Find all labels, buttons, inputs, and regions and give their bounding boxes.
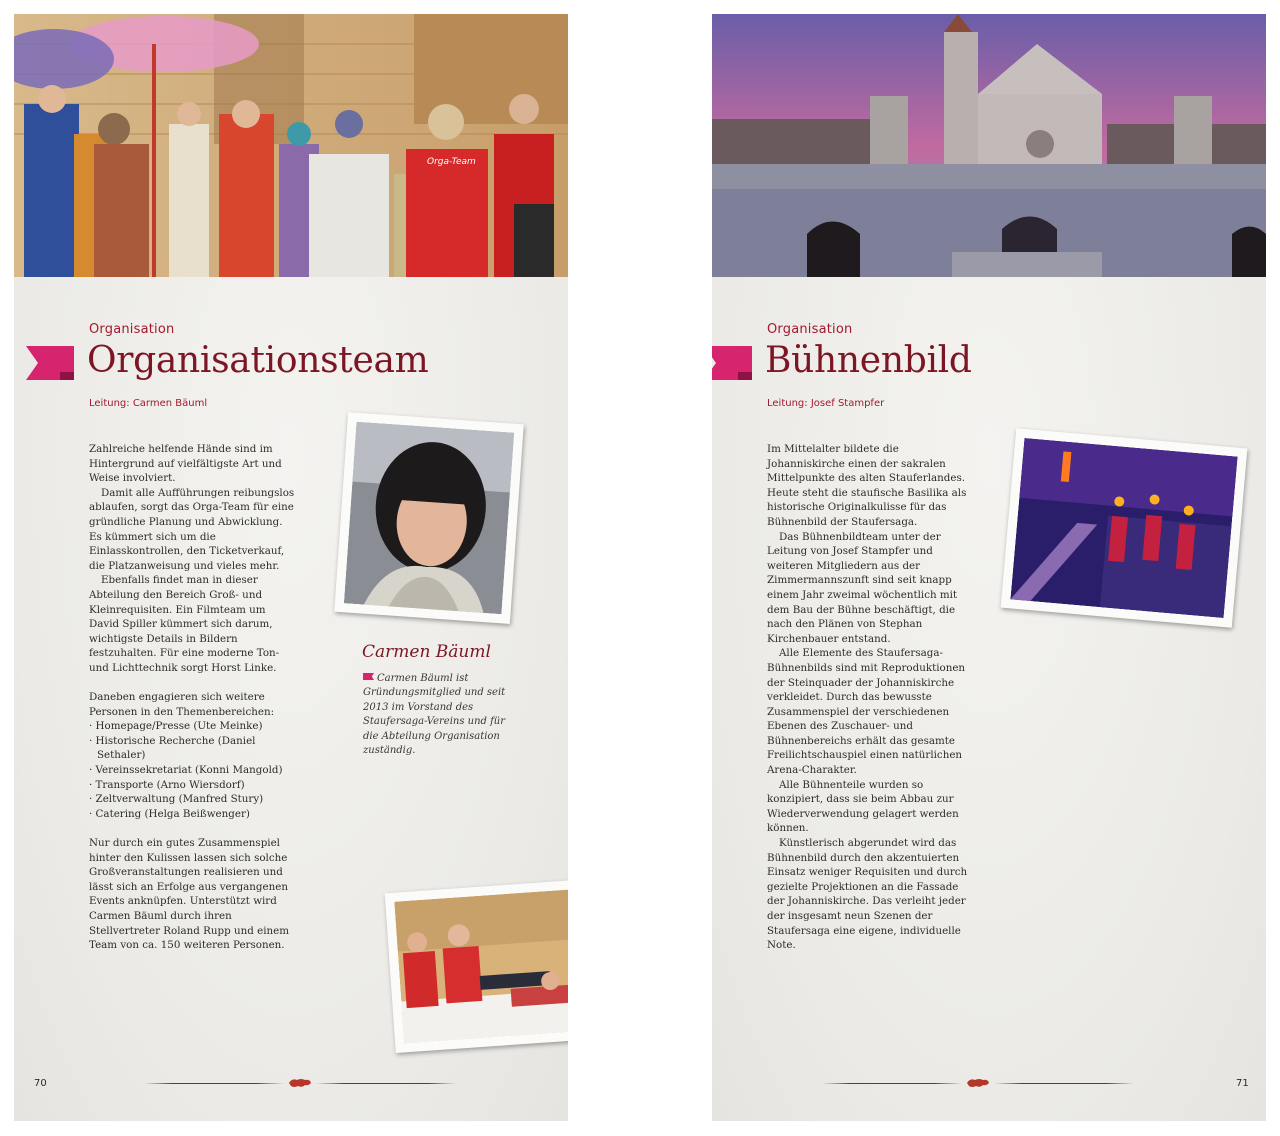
torch-scene-photo bbox=[1001, 428, 1248, 628]
cast-group-photo bbox=[14, 14, 568, 277]
paragraph: Künstlerisch abgerundet wird das Bühnenbild durch den akzentuierten Einsatz weniger Requisiten und durch gezielte Projektionen an die Fassade der Johanniskirche. Das verleiht jeder der insgesamt neun Szenen der Staufersaga eine eigene, individuelle Note. bbox=[767, 837, 968, 952]
list-item: · Zeltverwaltung (Manfred Stury) bbox=[89, 792, 297, 807]
list-item: · Homepage/Presse (Ute Meinke) bbox=[89, 719, 297, 734]
caption-text: Carmen Bäuml ist Gründungsmitglied und seit 2013 im Vorstand des Staufersaga-Vereins und für die Abteilung Organisation zuständig. bbox=[363, 673, 506, 757]
list-item: · Vereinssekretariat (Konni Mangold) bbox=[89, 763, 297, 778]
paragraph: Zahlreiche helfende Hände sind im Hintergrund auf vielfältigste Art und Weise involviert. bbox=[89, 443, 282, 485]
footer-divider bbox=[822, 1083, 962, 1084]
page-title: Organisationsteam bbox=[87, 340, 429, 381]
footer-divider bbox=[144, 1083, 284, 1084]
leader-line: Leitung: Carmen Bäuml bbox=[89, 398, 208, 409]
paragraph: Das Bühnenbildteam unter der Leitung von Josef Stampfer und weiteren Mitgliedern aus der Zimmermannszunft sind seit knapp einem Jahr zweimal wöchentlich mit dem Bau der Bühne beschäftigt, die nach den Plänen von Stephan Kirchenbauer entstand. bbox=[767, 530, 958, 645]
ribbon-icon bbox=[712, 346, 752, 380]
section-label: Organisation bbox=[89, 322, 175, 337]
paragraph: Alle Bühnenteile wurden so konzipiert, dass sie beim Abbau zur Wiederverwendung gelagert werden können. bbox=[767, 778, 959, 835]
page-number: 71 bbox=[1236, 1078, 1249, 1089]
body-text bbox=[767, 442, 975, 953]
ribbon-icon bbox=[363, 673, 374, 680]
portrait-photo bbox=[334, 412, 524, 624]
list-item: · Transporte (Arno Wiersdorf) bbox=[89, 778, 297, 793]
church-stage-photo bbox=[712, 14, 1266, 277]
left-page bbox=[14, 14, 568, 1121]
paragraph: Im Mittelalter bildete die Johanniskirche einen der sakralen Mittelpunkte des alten Stauferlandes. Heute steht die staufische Basilika als historische Originalkulisse für das Bühnenbild der Staufersaga. bbox=[767, 443, 967, 528]
paragraph: Damit alle Aufführungen reibungslos ablaufen, sorgt das Orga-Team für eine gründliche Planung und Abwicklung. Es kümmert sich um die Einlasskontrollen, den Ticketverkauf, die Platzanweisung und vieles mehr. bbox=[89, 486, 295, 572]
list-item: · Historische Recherche (Daniel Sethaler) bbox=[89, 734, 297, 763]
lion-emblem-icon bbox=[966, 1077, 990, 1089]
ribbon-icon bbox=[26, 346, 74, 380]
lion-emblem-icon bbox=[288, 1077, 312, 1089]
page-number: 70 bbox=[34, 1078, 47, 1089]
footer-divider bbox=[994, 1083, 1134, 1084]
body-text bbox=[89, 442, 297, 953]
list-item: · Catering (Helga Beißwenger) bbox=[89, 807, 297, 822]
section-label: Organisation bbox=[767, 322, 853, 337]
page-title: Bühnenbild bbox=[765, 340, 972, 381]
paragraph: Nur durch ein gutes Zusammenspiel hinter den Kulissen lassen sich solche Großveranstaltungen realisieren und lässt sich an Erfolge aus vergangenen Events anknüpfen. Unterstützt wird Carmen Bäuml durch ihren Stellvertreter Roland Rupp und einem Team von ca. 150 weiteren Personen. bbox=[89, 837, 290, 952]
footer-divider bbox=[316, 1083, 456, 1084]
leader-line: Leitung: Josef Stampfer bbox=[767, 398, 885, 409]
caption-name: Carmen Bäuml bbox=[362, 642, 491, 662]
paragraph: Ebenfalls findet man in dieser Abteilung den Bereich Groß- und Kleinrequisiten. Ein Filmteam um David Spiller kümmert sich darum, wichtigste Details in Bildern festzuhalten. Für eine moderne Ton- und Lichttechnik sorgt Horst Linke. bbox=[89, 574, 280, 674]
shirt-text: Orga-Team bbox=[427, 157, 476, 167]
right-page bbox=[712, 14, 1266, 1121]
team-photo bbox=[385, 879, 568, 1053]
paragraph: Alle Elemente des Staufersaga-Bühnenbilds sind mit Reproduktionen der Steinquader der Johanniskirche verkleidet. Durch das bewusste Zusammenspiel der verschiedenen Ebenen des Zuschauer- und Bühnenbereichs erhält das gesamte Freilichtschauspiel einen natürlichen Arena-Charakter. bbox=[767, 647, 966, 777]
paragraph: Daneben engagieren sich weitere Personen in den Themenbereichen: bbox=[89, 691, 275, 718]
topic-list bbox=[89, 719, 297, 821]
